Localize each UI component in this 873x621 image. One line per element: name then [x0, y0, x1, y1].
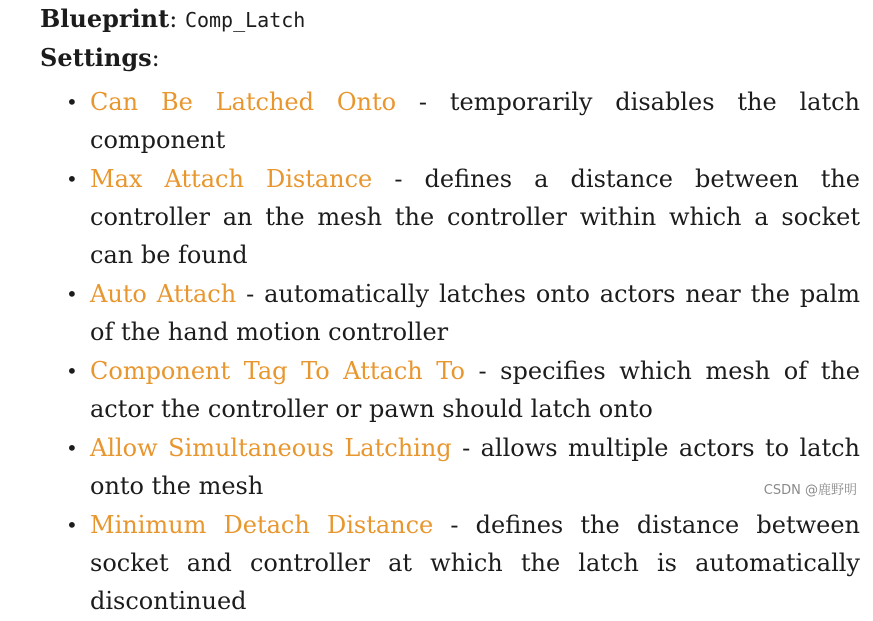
setting-term: Component Tag To Attach To: [90, 357, 465, 385]
settings-colon: :: [151, 44, 160, 72]
setting-term: Can Be Latched Onto: [90, 88, 397, 116]
list-item: [40, 429, 860, 505]
document-body: [40, 0, 860, 621]
blueprint-colon: :: [169, 5, 178, 33]
bullet-icon: •: [66, 359, 78, 383]
watermark: CSDN @鹿野明: [763, 483, 857, 498]
settings-line: [40, 39, 860, 77]
setting-description: - defines a distance between the controller an the mesh the controller within which a socket can be found: [90, 165, 860, 269]
list-item: [40, 275, 860, 351]
bullet-icon: •: [66, 167, 78, 191]
bullet-icon: •: [66, 513, 78, 537]
settings-list: [40, 83, 860, 620]
bullet-icon: •: [66, 436, 78, 460]
setting-term: Auto Attach: [90, 280, 237, 308]
bullet-icon: •: [66, 282, 78, 306]
list-item: [40, 83, 860, 159]
blueprint-label: Blueprint: [40, 4, 170, 33]
setting-term: Max Attach Distance: [90, 165, 373, 193]
setting-description: - defines the distance between socket and controller at which the latch is automatically discontinued: [90, 511, 860, 615]
setting-description: - automatically latches onto actors near the palm of the hand motion controller: [90, 280, 861, 346]
blueprint-name: Comp_Latch: [184, 8, 306, 32]
bullet-icon: •: [66, 90, 78, 114]
list-item: [40, 352, 860, 428]
list-item: [40, 160, 860, 274]
setting-description: - allows multiple actors to latch onto the mesh: [90, 434, 860, 500]
list-item: [40, 506, 860, 620]
setting-description: - temporarily disables the latch component: [90, 88, 861, 154]
setting-description: - specifies which mesh of the actor the controller or pawn should latch onto: [90, 357, 860, 423]
blueprint-line: [40, 0, 860, 39]
setting-term: Minimum Detach Distance: [90, 511, 434, 539]
setting-term: Allow Simultaneous Latching: [90, 434, 452, 462]
settings-label: Settings: [40, 43, 152, 72]
